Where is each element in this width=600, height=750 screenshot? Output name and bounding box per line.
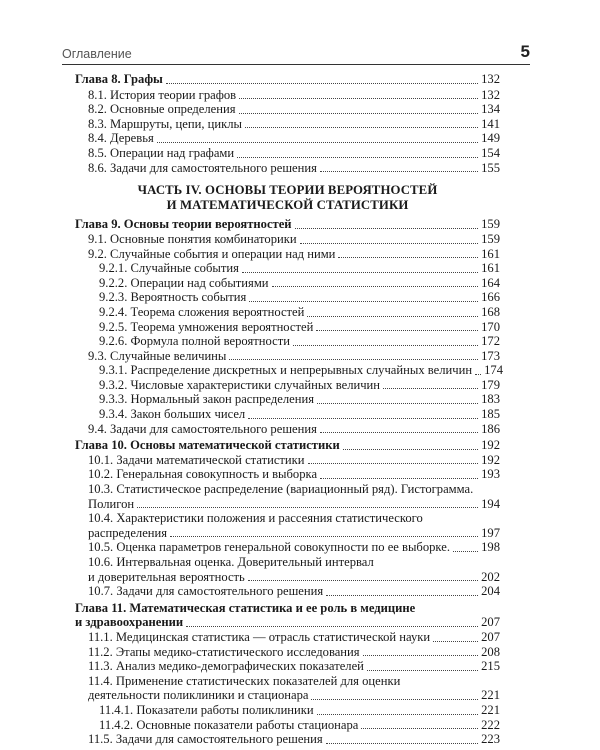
toc-entry-9-2-4[interactable]: 9.2.4. Теорема сложения вероятностей 168 (99, 304, 500, 319)
toc-entry-11-4[interactable]: 11.4. Применение статистических показателей для оценки деятельности поликлиники и стационара 221 (88, 673, 500, 703)
toc-entry-10-1[interactable]: 10.1. Задачи математической статистики 192 (88, 452, 500, 467)
toc-entry-10-7[interactable]: 10.7. Задачи для самостоятельного решения 204 (88, 584, 500, 599)
toc-entry-9-3-4[interactable]: 9.3.4. Закон больших чисел 185 (99, 407, 500, 422)
toc-entry-8-4[interactable]: 8.4. Деревья 149 (88, 131, 500, 146)
toc-entry-11-1[interactable]: 11.1. Медицинская статистика — отрасль статистической науки 207 (88, 629, 500, 644)
toc-entry-9-2-1[interactable]: 9.2.1. Случайные события 161 (99, 261, 500, 276)
toc-entry-8-5[interactable]: 8.5. Операции над графами 154 (88, 145, 500, 160)
toc-chapter-9[interactable]: Глава 9. Основы теории вероятностей 159 (75, 217, 500, 232)
page-number: 5 (520, 42, 530, 61)
toc-entry-10-6[interactable]: 10.6. Интервальная оценка. Доверительный интервал и доверительная вероятность 202 (88, 555, 500, 584)
toc-entry-9-2-6[interactable]: 9.2.6. Формула полной вероятности 172 (99, 334, 500, 349)
toc-entry-10-4[interactable]: 10.4. Характеристики положения и рассеяния статистического распределения 197 (88, 511, 500, 540)
part-heading-line-1: ЧАСТЬ IV. ОСНОВЫ ТЕОРИИ ВЕРОЯТНОСТЕЙ (137, 183, 438, 198)
toc-entry-9-2-2[interactable]: 9.2.2. Операции над событиями 164 (99, 275, 500, 290)
toc-entry-8-3[interactable]: 8.3. Маршруты, цепи, циклы 141 (88, 116, 500, 131)
part-heading-line-2: И МАТЕМАТИЧЕСКОЙ СТАТИСТИКИ (166, 197, 409, 212)
toc-entry-9-1[interactable]: 9.1. Основные понятия комбинаторики 159 (88, 231, 500, 246)
running-header-title: Оглавление (62, 47, 132, 61)
toc-entry-8-6[interactable]: 8.6. Задачи для самостоятельного решения 155 (88, 160, 500, 175)
toc-entry-9-4[interactable]: 9.4. Задачи для самостоятельного решения 186 (88, 421, 500, 436)
toc-entry-9-2-5[interactable]: 9.2.5. Теорема умножения вероятностей 170 (99, 319, 500, 334)
running-header (62, 42, 530, 65)
toc-entry-11-4-2[interactable]: 11.4.2. Основные показатели работы стационара 222 (99, 717, 500, 732)
toc-entry-9-3-2[interactable]: 9.3.2. Числовые характеристики случайных величин 179 (99, 377, 500, 392)
part-heading (75, 183, 500, 212)
toc-chapter-11[interactable]: Глава 11. Математическая статистика и ее роль в медицине и здравоохранении 207 (75, 600, 500, 630)
table-of-contents (75, 72, 503, 747)
toc-entry-9-3-1[interactable]: 9.3.1. Распределение дискретных и непрерывных случайных величин 174 (99, 363, 503, 378)
toc-entry-8-2[interactable]: 8.2. Основные определения 134 (88, 102, 500, 117)
toc-chapter-10[interactable]: Глава 10. Основы математической статистики 192 (75, 438, 500, 453)
toc-entry-9-3-3[interactable]: 9.3.3. Нормальный закон распределения 183 (99, 392, 500, 407)
toc-entry-11-2[interactable]: 11.2. Этапы медико-статистического исследования 208 (88, 644, 500, 659)
toc-entry-11-5[interactable]: 11.5. Задачи для самостоятельного решения 223 (88, 732, 500, 747)
toc-entry-11-3[interactable]: 11.3. Анализ медико-демографических показателей 215 (88, 659, 500, 674)
toc-entry-9-3[interactable]: 9.3. Случайные величины 173 (88, 348, 500, 363)
toc-entry-10-5[interactable]: 10.5. Оценка параметров генеральной совокупности по ее выборке. 198 (88, 540, 500, 555)
toc-entry-8-1[interactable]: 8.1. История теории графов 132 (88, 87, 500, 102)
toc-chapter-8[interactable]: Глава 8. Графы 132 (75, 72, 500, 86)
toc-entry-10-2[interactable]: 10.2. Генеральная совокупность и выборка 193 (88, 467, 500, 482)
toc-entry-10-3[interactable]: 10.3. Статистическое распределение (вариационный ряд). Гистограмма. Полигон 194 (88, 482, 500, 511)
toc-entry-9-2[interactable]: 9.2. Случайные события и операции над ними 161 (88, 246, 500, 261)
toc-entry-11-4-1[interactable]: 11.4.1. Показатели работы поликлиники 221 (99, 702, 500, 717)
toc-entry-9-2-3[interactable]: 9.2.3. Вероятность события 166 (99, 290, 500, 305)
